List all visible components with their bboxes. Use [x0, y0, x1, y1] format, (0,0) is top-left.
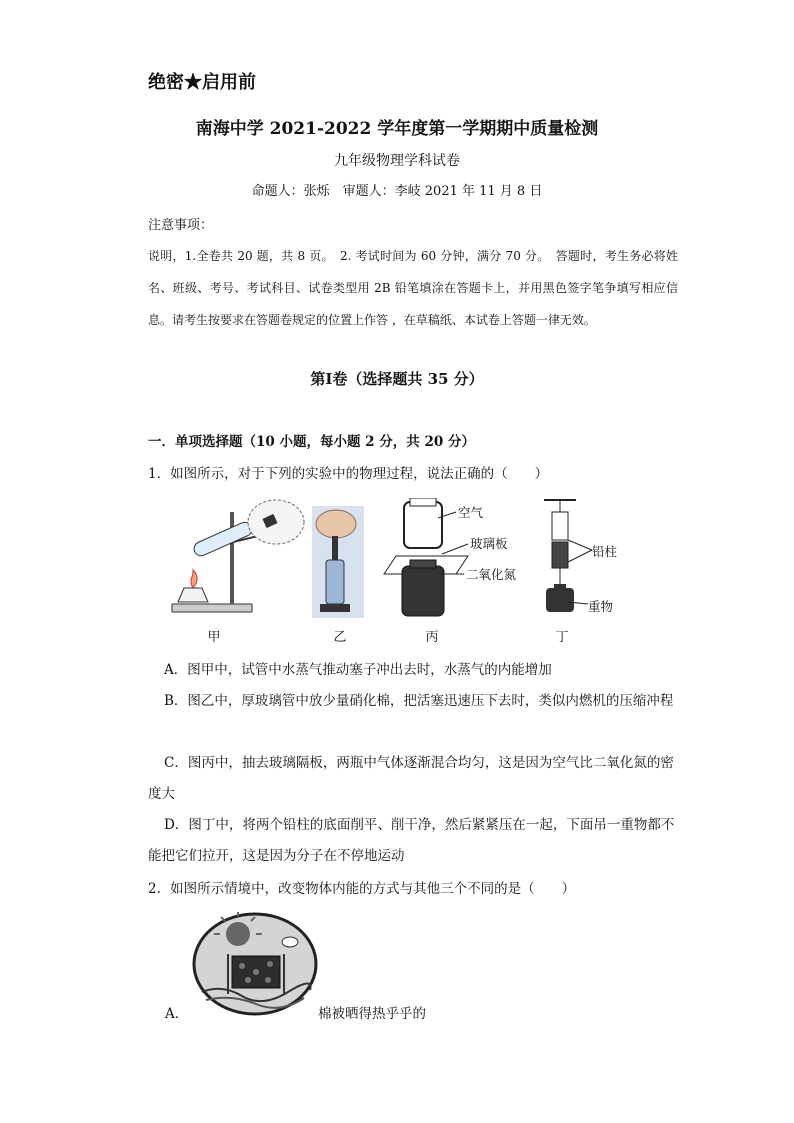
- figure-quilt-in-sun: [192, 912, 318, 1016]
- figure-label-jia: 甲: [207, 630, 221, 645]
- exam-title: 南海中学 2021-2022 学年度第一学期期中质量检测: [195, 119, 599, 139]
- figure-jia: [168, 492, 308, 622]
- secret-mark: 绝密★启用前: [148, 72, 256, 93]
- question-1-option-c: C．图丙中，抽去玻璃隔板，两瓶中气体逐渐混合均匀，这是因为空气比二氧化氮的密度大: [148, 755, 674, 802]
- part-title: 第Ⅰ卷（选择题共 35 分）: [310, 370, 484, 388]
- label-weight: 重物: [588, 599, 614, 614]
- question-1-option-b: B．图乙中，厚玻璃管中放少量硝化棉，把活塞迅速压下去时，类似内燃机的压缩冲程: [164, 693, 674, 709]
- question-1-option-a: A．图甲中，试管中水蒸气推动塞子冲出去时，水蒸气的内能增加: [164, 662, 552, 678]
- question-1-option-d: D．图丁中，将两个铅柱的底面削平、削干净，然后紧紧压在一起，下面吊一重物都不能把它们拉开，这是因为分子在不停地运动: [148, 817, 675, 864]
- figure-label-yi: 乙: [333, 630, 347, 645]
- question-1-stem: 1．如图所示，对于下列的实验中的物理过程，说法正确的（ ）: [148, 466, 549, 482]
- label-lead-cylinder: 铅柱: [592, 544, 618, 559]
- figure-label-ding: 丁: [555, 630, 569, 645]
- section-title: 一．单项选择题（10 小题，每小题 2 分，共 20 分）: [148, 434, 475, 450]
- notice-heading: 注意事项：: [148, 218, 214, 233]
- exam-authors: 命题人：张烁 审题人：李岐 2021 年 11 月 8 日: [251, 184, 543, 199]
- figure-yi: [312, 506, 364, 618]
- question-2-stem: 2．如图所示情境中，改变物体内能的方式与其他三个不同的是（ ）: [148, 881, 576, 897]
- figure-label-bing: 丙: [425, 630, 439, 645]
- label-air: 空气: [458, 505, 484, 520]
- figure-ding-leader-lines: [566, 540, 596, 610]
- exam-subtitle: 九年级物理学科试卷: [334, 153, 460, 169]
- label-glass-plate: 玻璃板: [470, 536, 508, 551]
- notice-body: 说明，1.全卷共 20 题，共 8 页。 2. 考试时间为 60 分钟，满分 70 分。 答题时，考生务必将姓名、班级、考号、考试科目、试卷类型用 2B 铅笔填涂在答题卡上，并用黑色签字笔争填写相应信息。请考生按要求在答题卷规定的位置上作答 ，在草稿纸、本试卷上答题一律无效。: [148, 249, 678, 327]
- label-no2: 二氧化氮: [466, 567, 517, 582]
- figure-bing-leader-lines: [438, 508, 478, 578]
- question-2-option-a-caption: 棉被晒得热乎乎的: [318, 1006, 426, 1022]
- question-2-option-a-letter: A．: [165, 1006, 189, 1022]
